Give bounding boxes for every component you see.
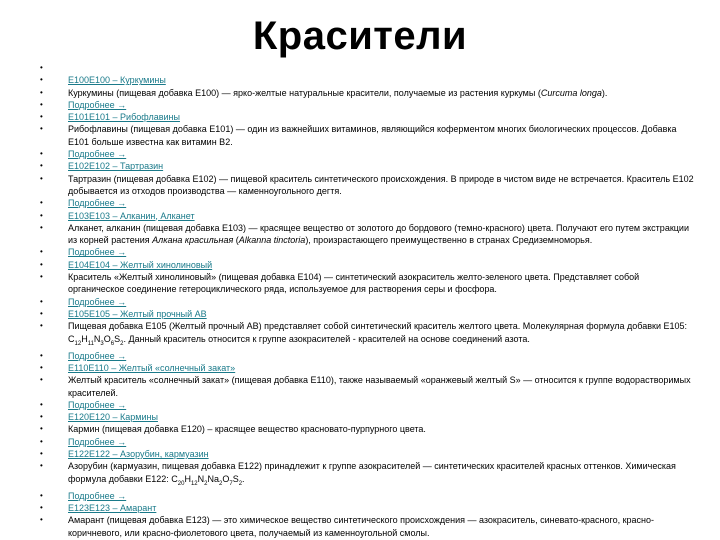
list-item: [40, 350, 695, 362]
additive-description: • Амарант (пищевая добавка E123) — это химическое вещество синтетического происхождения — азокраситель, синевато-красного, красно-коричневого, или красно-фиолетового цвета, получаемый из каменноугольной смолы.: [40, 514, 695, 539]
more-link[interactable]: Подробнее →: [68, 198, 127, 209]
additive-description: • Азорубин (кармуазин, пищевая добавка E122) принадлежит к группе азокрасителей — синтетических красителей красных оттенков. Химическая формула добавки E122: $C_{20}H_{12}N_2Na_2O_7S_2$.: [40, 460, 695, 489]
more-link[interactable]: Подробнее →: [68, 247, 127, 258]
list-item: [40, 148, 695, 160]
empty-bullet: [40, 62, 695, 74]
additive-heading-link[interactable]: E104E104 – Желтый хинолиновый: [68, 259, 213, 270]
additive-description: • Рибофлавины (пищевая добавка E101) — один из важнейших витаминов, являющийся коферментом многих биологических процессов. Добавка E101 больше известна как витамин B2.: [40, 123, 695, 148]
additive-description: • Тартразин (пищевая добавка E102) — пищевой краситель синтетического происхождения. В природе в чистом виде не встречается. Краситель E102 добывается из отходов производства — каменноугольного дегтя.: [40, 173, 695, 198]
list-item: [40, 399, 695, 411]
list-item: [40, 362, 695, 374]
additive-description: • Кармин (пищевая добавка E120) – красящее вещество красновато-пурпурного цвета.: [40, 423, 695, 435]
slide-title: Красители: [252, 14, 468, 58]
more-link[interactable]: Подробнее →: [68, 296, 127, 307]
additive-heading-link[interactable]: E120E120 – Кармины: [68, 412, 158, 423]
additive-heading-link[interactable]: E105E105 – Желтый прочный AB: [68, 308, 207, 319]
list-item: [40, 502, 695, 514]
list-item: [40, 74, 695, 86]
additives-list: [40, 62, 695, 539]
more-link[interactable]: Подробнее →: [68, 350, 127, 361]
more-link[interactable]: Подробнее →: [68, 436, 127, 447]
list-item: [40, 296, 695, 308]
list-item: [40, 490, 695, 502]
list-item: [40, 246, 695, 258]
list-item: [40, 111, 695, 123]
additive-description: • Алканет, алканин (пищевая добавка E103) — красящее вещество от золотого до бордового (темно-красного) цвета. Получают его путем экстракции из корней растения Алкана красильная (Alkanna tinctoria), произрастающего преимущественно в странах Средиземноморья.: [40, 222, 695, 247]
more-link[interactable]: Подробнее →: [68, 149, 127, 160]
additive-heading-link[interactable]: E110E110 – Желтый «солнечный закат»: [68, 362, 236, 373]
list-item: [40, 308, 695, 320]
list-item: [40, 197, 695, 209]
additive-description: • Куркумины (пищевая добавка E100) — ярко-желтые натуральные красители, получаемые из растения куркумы (Curcuma longa).: [40, 87, 695, 99]
additive-heading-link[interactable]: E103E103 – Алканин, Алканет: [68, 210, 195, 221]
additive-description: • Желтый краситель «солнечный закат» (пищевая добавка E110), также называемый «оранжевый желтый S» — относится к группе водорастворимых красителей.: [40, 374, 695, 399]
additive-description: • Пищевая добавка E105 (Желтый прочный AB) представляет собой синтетический краситель желтого цвета. Молекулярная формула добавки E105: $C_{12}H_{11}N_3O_6S_2$. Данный краситель относится к группе азокрасителей - красителей на основе соединений азота.: [40, 320, 695, 349]
additive-heading-link[interactable]: E101E101 – Рибофлавины: [68, 112, 180, 123]
more-link[interactable]: Подробнее →: [68, 399, 127, 410]
more-link[interactable]: Подробнее →: [68, 99, 127, 110]
list-item: [40, 99, 695, 111]
more-link[interactable]: Подробнее →: [68, 490, 127, 501]
additive-heading-link[interactable]: E102E102 – Тартразин: [68, 161, 164, 172]
additive-heading-link[interactable]: E123E123 – Амарант: [68, 502, 157, 513]
additive-description: • Краситель «Желтый хинолиновый» (пищевая добавка E104) — синтетический азокраситель желто-зеленого цвета. Представляет собой органическое соединение гетероциклического ряда, используемое для растворения серы и фосфора.: [40, 271, 695, 296]
additive-heading-link[interactable]: E122E122 – Азорубин, кармуазин: [68, 449, 209, 459]
additive-heading-link[interactable]: E100E100 – Куркумины: [68, 75, 166, 86]
list-item: [40, 210, 695, 222]
list-item: [40, 436, 695, 448]
list-item: [40, 411, 695, 423]
list-item: [40, 160, 695, 172]
list-item: [40, 259, 695, 271]
list-item: [40, 448, 695, 460]
